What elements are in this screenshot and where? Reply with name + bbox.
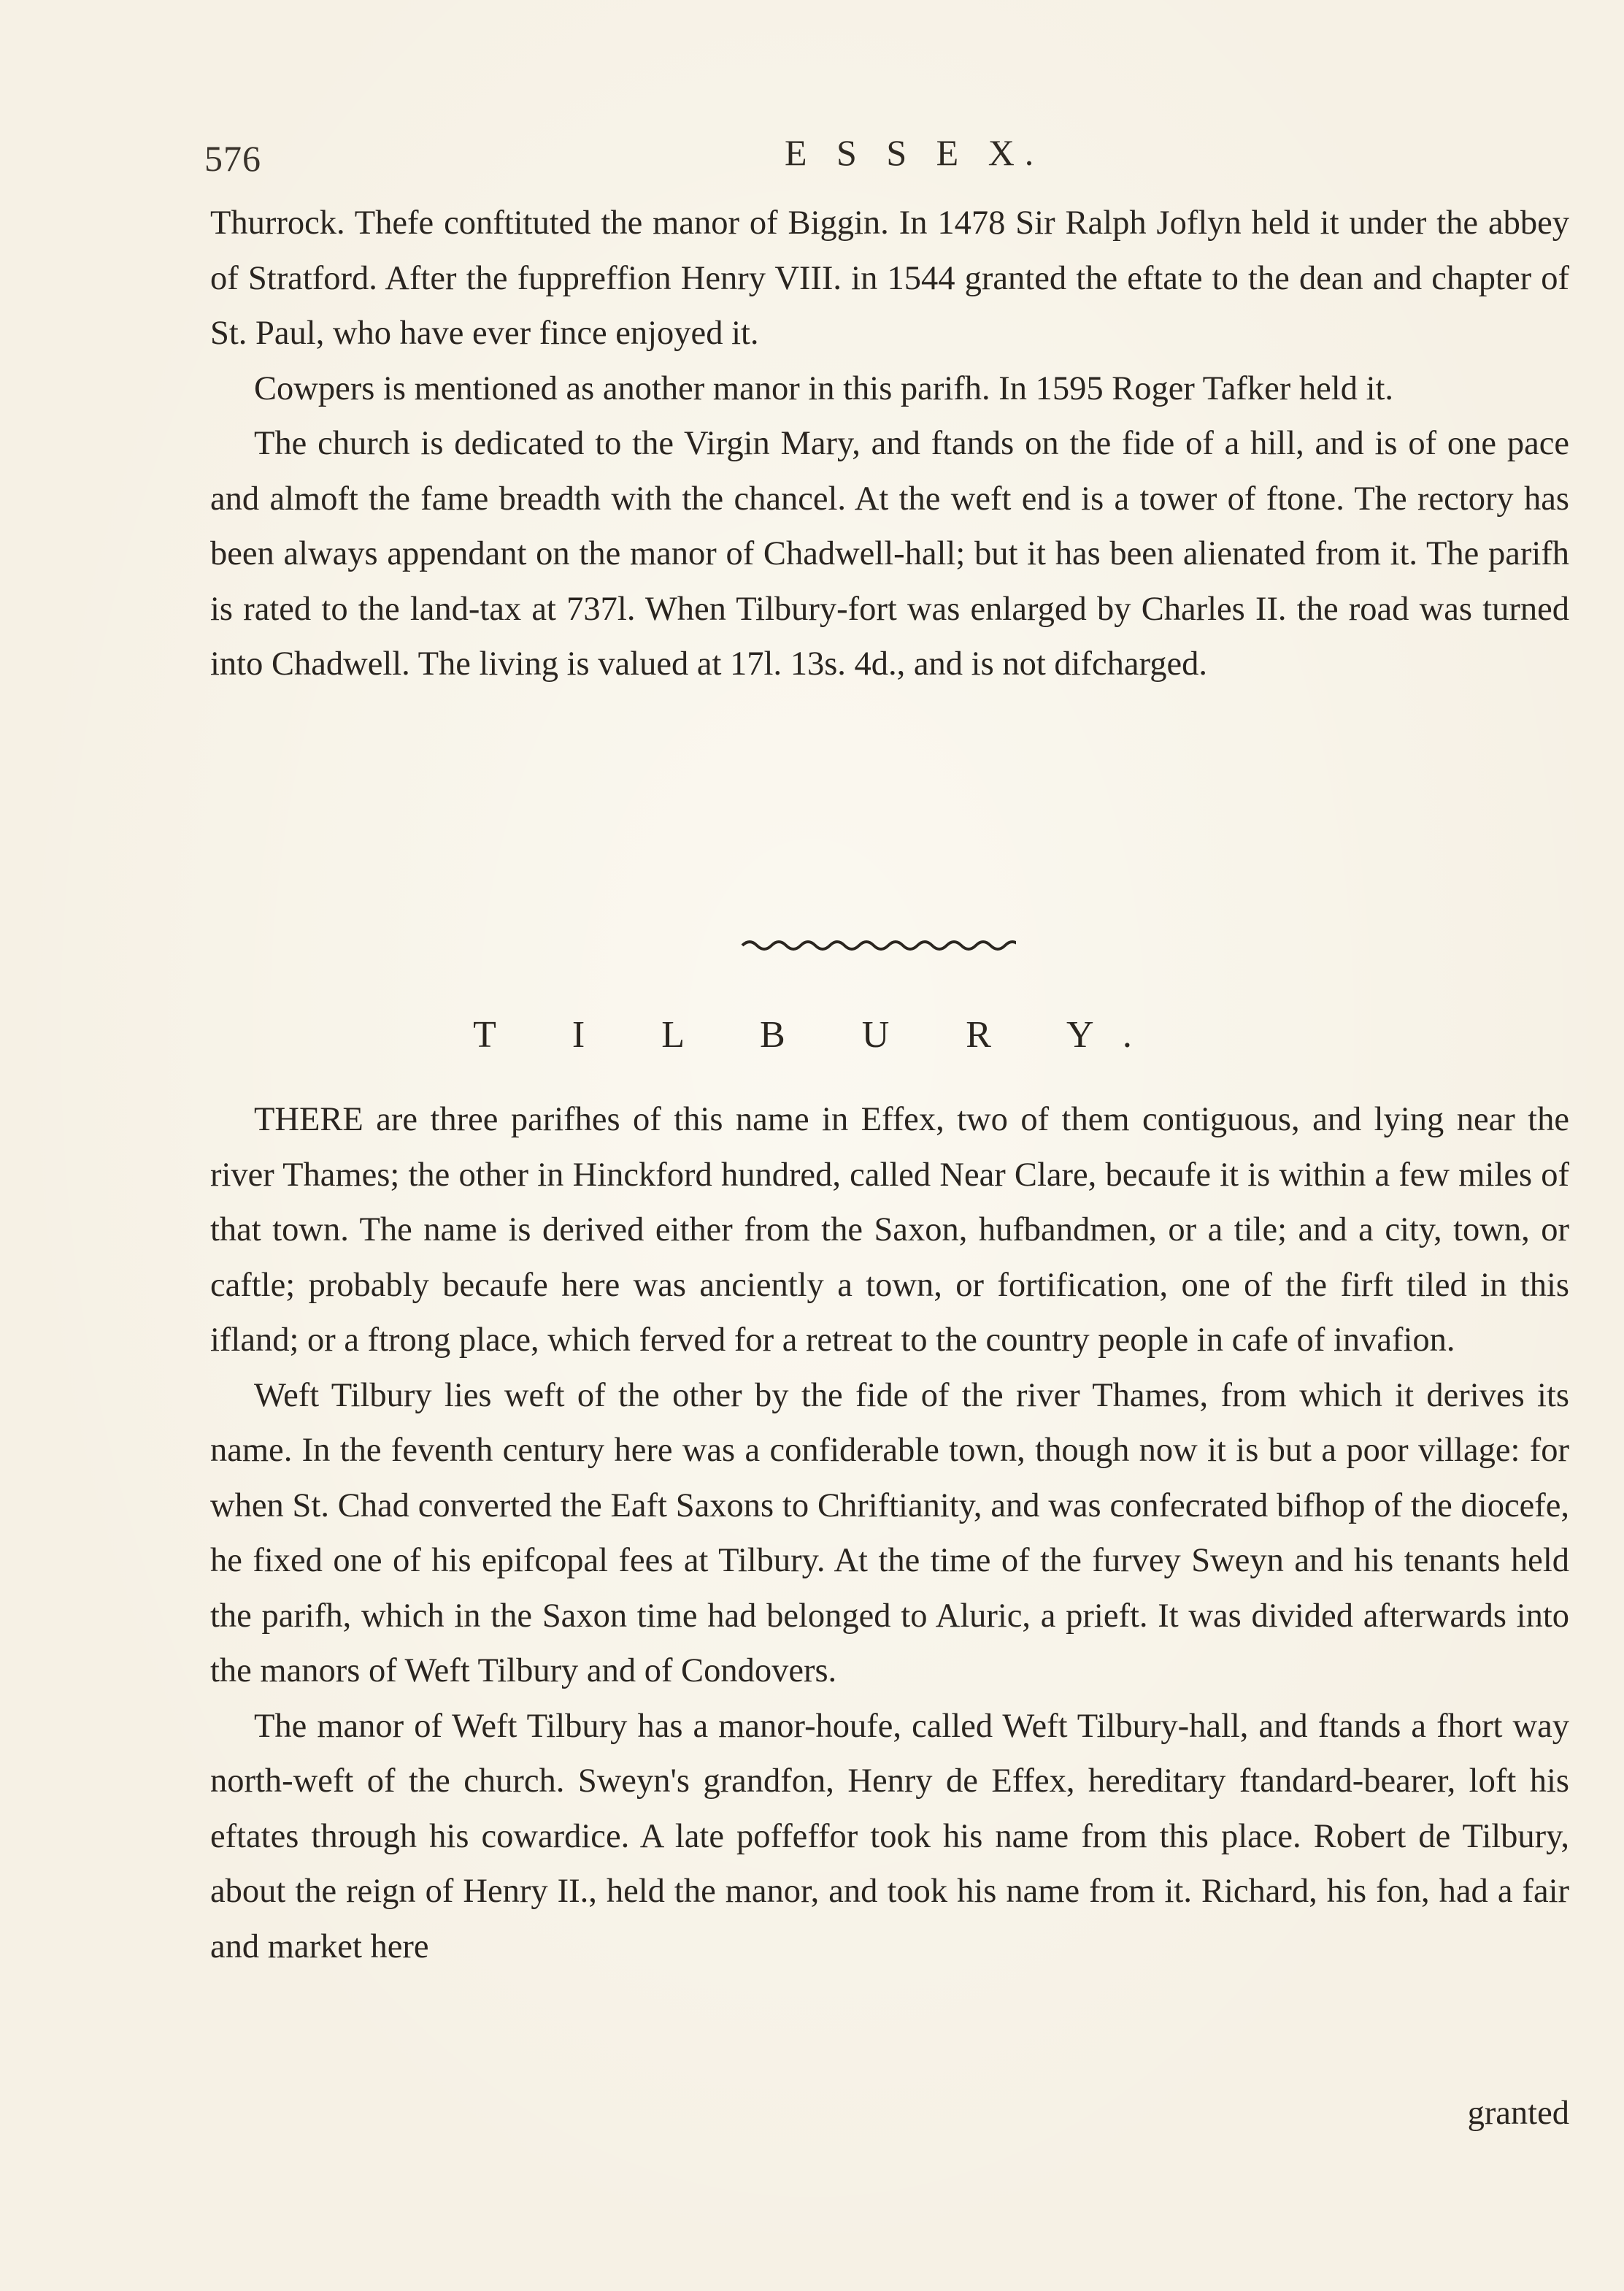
paragraph-church: The church is dedicated to the Virgin Mary, and ftands on the fide of a hill, and is of one pace and almoft the fame breadth with the chancel. At the weft end is a tower of ftone. The rectory has been always appendant on the manor of Chadwell-hall; but it has been alienated from it. The parifh is rated to the land-tax at 737l. When Tilbury-fort was enlarged by Charles II. the road was turned into Chadwell. The living is valued at 17l. 13s. 4d., and is not difcharged. [210,425,1569,683]
page-header [0,123,1624,181]
top-text-block [210,196,1569,692]
paragraph-west-tilbury: Weft Tilbury lies weft of the other by the fide of the river Thames, from which it derives its name. In the feventh century here was a confiderable town, though now it is but a poor village: for when St. Chad converted the Eaft Saxons to Chriftianity, and was confecrated bifhop of the diocefe, he fixed one of his epifcopal fees at Tilbury. At the time of the furvey Sweyn and his tenants held the parifh, which in the Saxon time had belonged to Aluric, a prieft. It was divided afterwards into the manors of Weft Tilbury and of Condovers. [210,1376,1569,1689]
paragraph-intro: THERE are three parifhes of this name in Effex, two of them contiguous, and lying near the river Thames; the other in Hinckford hundred, called Near Clare, becaufe it is within a few miles of that town. The name is derived either from the Saxon, hufbandmen, or a tile; and a city, town, or caftle; probably becaufe here was anciently a town, or fortification, one of the firft tiled in this ifland; or a ftrong place, which ferved for a retreat to the country people in cafe of invafion. [210,1101,1569,1359]
tilbury-text-block [210,1092,1569,1974]
running-head: E S S E X. [785,132,1044,173]
section-title: T I L B U R Y. [473,1014,1166,1056]
catchword: granted [1467,2095,1569,2132]
paragraph-cowpers: Cowpers is mentioned as another manor in this parifh. In 1595 Roger Tafker held it. [254,369,1394,407]
paragraph-thurrock: Thurrock. Thefe conftituted the manor of Biggin. In 1478 Sir Ralph Joflyn held it under the abbey of Stratford. After the fuppreffion Henry VIII. in 1544 granted the eftate to the dean and chapter of St. Paul, who have ever fince enjoyed it. [210,204,1569,352]
paragraph-manor: The manor of Weft Tilbury has a manor-houfe, called Weft Tilbury-hall, and ftands a fhort way north-weft of the church. Sweyn's grandfon, Henry de Effex, hereditary ftandard-bearer, loft his eftates through his cowardice. A late poffeffor took his name from this place. Robert de Tilbury, about the reign of Henry II., held the manor, and took his name from it. Richard, his fon, had a fair and market here [210,1707,1569,1965]
ornament-divider [739,937,1016,951]
page-number: 576 [204,138,261,179]
